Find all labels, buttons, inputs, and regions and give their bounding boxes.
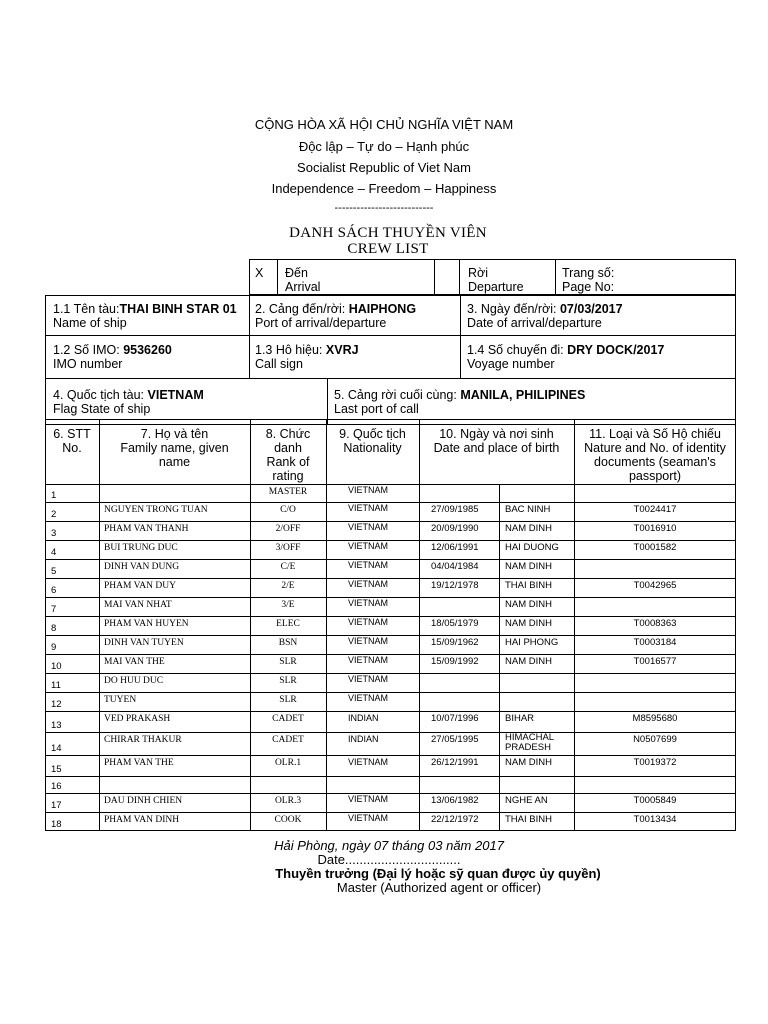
- master-title-en: Master (Authorized agent or officer): [336, 880, 542, 895]
- crew-dob-cell: 19/12/1978: [431, 580, 479, 591]
- callsign-en: Call sign: [255, 357, 303, 371]
- crew-dob-cell: 12/06/1991: [431, 542, 479, 553]
- voyage-label: 1.4 Số chuyến đi:: [467, 343, 564, 357]
- row-divider: [45, 732, 736, 733]
- title-en: CREW LIST: [347, 241, 429, 257]
- crew-name-cell: TUYEN: [104, 695, 137, 705]
- crew-no-cell: 15: [51, 764, 62, 775]
- crew-name-cell: DO HUU DUC: [104, 676, 164, 686]
- crew-place-cell: NAM DINH: [505, 599, 552, 610]
- crew-doc-cell: T0016577: [633, 656, 677, 667]
- crew-place-cell: HAI DUONG: [505, 542, 559, 553]
- col-no-vi: 6. STT: [53, 427, 91, 441]
- date-line: Date................................: [317, 852, 461, 867]
- crew-rank-cell: SLR: [279, 657, 297, 667]
- crew-no-cell: 12: [51, 699, 62, 710]
- crew-doc-cell: T0019372: [633, 757, 677, 768]
- crew-place-cell: THAI BINH: [505, 814, 552, 825]
- crew-place-cell: NGHE AN: [505, 795, 548, 806]
- crew-nat-cell: VIETNAM: [348, 579, 389, 589]
- col-doc-en3: passport): [628, 469, 682, 483]
- crew-no-cell: 4: [51, 547, 57, 558]
- crew-dob-cell: 10/07/1996: [431, 713, 479, 724]
- crew-no-cell: 8: [51, 623, 57, 634]
- crew-nat-cell: VIETNAM: [348, 693, 389, 703]
- crew-name-cell: NGUYEN TRONG TUAN: [104, 505, 208, 515]
- crew-nat-cell: VIETNAM: [348, 503, 389, 513]
- crew-name-cell: VED PRAKASH: [104, 714, 171, 724]
- crew-nat-cell: VIETNAM: [348, 560, 389, 570]
- crew-nat-cell: VIETNAM: [348, 541, 389, 551]
- crew-dob-cell: 27/05/1995: [431, 734, 479, 745]
- arrival-checkbox: X: [255, 266, 264, 280]
- crew-nat-cell: VIETNAM: [348, 636, 389, 646]
- lastport-label: 5. Cảng rời cuối cùng:: [334, 388, 457, 402]
- crew-nat-cell: INDIAN: [348, 713, 379, 723]
- imo-value: 9536260: [123, 343, 172, 357]
- crew-rank-cell: 3/OFF: [275, 543, 301, 553]
- crew-rank-cell: SLR: [279, 695, 297, 705]
- departure-label-en: Departure: [468, 280, 524, 294]
- crew-place-cell: BAC NINH: [505, 504, 551, 515]
- flag-field: [53, 388, 204, 402]
- crew-name-cell: CHIRAR THAKUR: [104, 735, 182, 745]
- crew-place-cell: THAI BINH: [505, 580, 552, 591]
- crew-dob-cell: 15/09/1962: [431, 637, 479, 648]
- crew-name-cell: PHAM VAN DINH: [104, 815, 180, 825]
- arrival-label-vi: Đến: [285, 266, 308, 280]
- ship-name-value: THAI BINH STAR 01: [119, 302, 237, 316]
- crew-doc-cell: T0024417: [633, 504, 677, 515]
- crew-place-cell: NAM DINH: [505, 656, 552, 667]
- port-label: 2. Cảng đến/rời:: [255, 302, 346, 316]
- row-divider: [45, 755, 736, 756]
- crew-name-cell: DINH VAN TUYEN: [104, 638, 184, 648]
- crew-name-cell: BUI TRUNG DUC: [104, 543, 178, 553]
- crew-rank-cell: MASTER: [268, 487, 308, 497]
- crew-name-cell: MAI VAN NHAT: [104, 600, 172, 610]
- crew-no-cell: 2: [51, 509, 57, 520]
- crew-rank-cell: 3/E: [281, 600, 295, 610]
- crew-doc-cell: T0013434: [633, 814, 677, 825]
- crew-no-cell: 3: [51, 528, 57, 539]
- crew-place-cell: HIMACHAL PRADESH: [505, 732, 554, 753]
- crew-nat-cell: VIETNAM: [348, 813, 389, 823]
- crew-dob-cell: 27/09/1985: [431, 504, 479, 515]
- port-field: [255, 302, 416, 316]
- crew-rank-cell: COOK: [274, 815, 302, 825]
- flag-value: VIETNAM: [147, 388, 204, 402]
- crew-rank-cell: 2/OFF: [275, 524, 301, 534]
- crew-doc-cell: T0001582: [633, 542, 677, 553]
- date-label: 3. Ngày đến/rời:: [467, 302, 557, 316]
- voyage-field: [467, 343, 664, 357]
- voyage-en: Voyage number: [467, 357, 555, 371]
- crew-rank-cell: 2/E: [281, 581, 295, 591]
- crew-doc-cell: T0042965: [633, 580, 677, 591]
- crew-rank-cell: C/E: [280, 562, 296, 572]
- crew-nat-cell: VIETNAM: [348, 522, 389, 532]
- crew-dob-cell: 26/12/1991: [431, 757, 479, 768]
- crew-no-cell: 10: [51, 661, 62, 672]
- col-name-vi: 7. Họ và tên: [140, 427, 209, 441]
- departure-label-vi: Rời: [468, 266, 489, 280]
- ship-name-en: Name of ship: [53, 316, 127, 330]
- ship-name-field: [53, 302, 237, 316]
- date-field: [467, 302, 623, 316]
- callsign-value: XVRJ: [325, 343, 359, 357]
- crew-no-cell: 6: [51, 585, 57, 596]
- callsign-label: 1.3 Hô hiệu:: [255, 343, 323, 357]
- col-name-en2: name: [158, 455, 191, 469]
- col-doc-en2: documents (seaman's: [594, 455, 716, 469]
- row-divider: [45, 711, 736, 712]
- crew-dob-cell: 22/12/1972: [431, 814, 479, 825]
- date-en: Date of arrival/departure: [467, 316, 602, 330]
- crew-dob-cell: 04/04/1984: [431, 561, 479, 572]
- crew-rank-cell: CADET: [272, 735, 304, 745]
- crew-nat-cell: VIETNAM: [348, 794, 389, 804]
- crew-name-cell: DAU DINH CHIEN: [104, 796, 183, 806]
- row-divider: [45, 776, 736, 777]
- lastport-value: MANILA, PHILIPINES: [460, 388, 586, 402]
- place-date: Hải Phòng, ngày 07 tháng 03 năm 2017: [274, 838, 504, 853]
- col-name-en1: Family name, given: [120, 441, 229, 455]
- col-doc-vi: 11. Loại và Số Hộ chiếu: [589, 427, 721, 441]
- crew-doc-cell: M8595680: [632, 713, 678, 724]
- crew-nat-cell: VIETNAM: [348, 757, 389, 767]
- crew-no-cell: 1: [51, 490, 57, 501]
- port-en: Port of arrival/departure: [255, 316, 387, 330]
- crew-nat-cell: VIETNAM: [348, 617, 389, 627]
- lastport-en: Last port of call: [334, 402, 419, 416]
- crew-rank-cell: SLR: [279, 676, 297, 686]
- crew-name-cell: DINH VAN DUNG: [104, 562, 180, 572]
- divider-dashes: ---------------------------: [334, 202, 434, 214]
- col-nat-vi: 9. Quốc tịch: [339, 427, 406, 441]
- crew-nat-cell: VIETNAM: [348, 674, 389, 684]
- page-label-en: Page No:: [562, 280, 615, 294]
- crew-rank-cell: OLR.1: [274, 758, 302, 768]
- ship-name-label: 1.1 Tên tàu:: [53, 302, 120, 316]
- crew-no-cell: 18: [51, 819, 62, 830]
- col-rank-en1: Rank of: [266, 455, 310, 469]
- col-rank-vi1: 8. Chức: [265, 427, 311, 441]
- crew-no-cell: 13: [51, 720, 62, 731]
- crew-nat-cell: INDIAN: [348, 734, 379, 744]
- col-rank-vi2: danh: [274, 441, 302, 455]
- crew-nat-cell: VIETNAM: [348, 655, 389, 665]
- port-value: HAIPHONG: [348, 302, 417, 316]
- country-en: Socialist Republic of Viet Nam: [297, 160, 471, 175]
- crew-rank-cell: C/O: [280, 505, 296, 515]
- crew-place-cell: HAI PHONG: [505, 637, 559, 648]
- crew-place-cell: NAM DINH: [505, 757, 552, 768]
- page-label-vi: Trang số:: [562, 266, 615, 280]
- crew-no-cell: 14: [51, 743, 62, 754]
- imo-label: 1.2 Số IMO:: [53, 343, 120, 357]
- crew-dob-cell: 18/05/1979: [431, 618, 479, 629]
- crew-no-cell: 7: [51, 604, 57, 615]
- crew-no-cell: 16: [51, 781, 62, 792]
- master-title-vi: Thuyền trưởng (Đại lý hoặc sỹ quan được ủy quyền): [275, 866, 601, 881]
- crew-place-cell: NAM DINH: [505, 523, 552, 534]
- crew-nat-cell: VIETNAM: [348, 485, 389, 495]
- arrival-label-en: Arrival: [285, 280, 321, 294]
- crew-nat-cell: VIETNAM: [348, 598, 389, 608]
- crew-place-cell: NAM DINH: [505, 561, 552, 572]
- callsign-field: [255, 343, 359, 357]
- crew-name-cell: MAI VAN THE: [104, 657, 165, 667]
- crew-no-cell: 17: [51, 800, 62, 811]
- country-heading: CỘNG HÒA XÃ HỘI CHỦ NGHĨA VIỆT NAM: [254, 117, 514, 132]
- motto-vi: Độc lập – Tự do – Hạnh phúc: [298, 139, 470, 154]
- flag-en: Flag State of ship: [53, 402, 151, 416]
- crew-no-cell: 9: [51, 642, 57, 653]
- crew-no-cell: 11: [51, 680, 61, 691]
- motto-en: Independence – Freedom – Happiness: [271, 181, 497, 196]
- col-nat-en: Nationality: [343, 441, 402, 455]
- title-vi: DANH SÁCH THUYỀN VIÊN: [289, 225, 487, 241]
- imo-field: [53, 343, 172, 357]
- crew-rank-cell: CADET: [272, 714, 304, 724]
- flag-label: 4. Quốc tịch tàu:: [53, 388, 145, 402]
- crew-doc-cell: N0507699: [633, 734, 677, 745]
- col-rank-en2: rating: [272, 469, 304, 483]
- crew-place-cell: BIHAR: [505, 713, 535, 724]
- crew-rank-cell: BSN: [278, 638, 298, 648]
- crew-rank-cell: ELEC: [276, 619, 300, 629]
- col-dob-vi: 10. Ngày và nơi sinh: [439, 427, 554, 441]
- crew-dob-cell: 20/09/1990: [431, 523, 479, 534]
- crew-name-cell: PHAM VAN THANH: [104, 524, 189, 534]
- voyage-value: DRY DOCK/2017: [567, 343, 665, 357]
- imo-en: IMO number: [53, 357, 123, 371]
- col-doc-en1: Nature and No. of identity: [584, 441, 726, 455]
- crew-name-cell: PHAM VAN HUYEN: [104, 619, 189, 629]
- date-value: 07/03/2017: [559, 302, 623, 316]
- crew-doc-cell: T0008363: [633, 618, 677, 629]
- crew-no-cell: 5: [51, 566, 57, 577]
- crew-place-cell: NAM DINH: [505, 618, 552, 629]
- crew-rank-cell: OLR.3: [274, 796, 302, 806]
- crew-doc-cell: T0003184: [633, 637, 677, 648]
- crew-doc-cell: T0016910: [633, 523, 677, 534]
- col-no-en: No.: [62, 441, 82, 455]
- crew-dob-cell: 15/09/1992: [431, 656, 479, 667]
- crew-dob-cell: 13/06/1982: [431, 795, 479, 806]
- col-dob-en: Date and place of birth: [433, 441, 560, 455]
- lastport-field: [334, 388, 585, 402]
- crew-doc-cell: T0005849: [633, 795, 677, 806]
- crew-name-cell: PHAM VAN THE: [104, 758, 174, 768]
- crew-name-cell: PHAM VAN DUY: [104, 581, 176, 591]
